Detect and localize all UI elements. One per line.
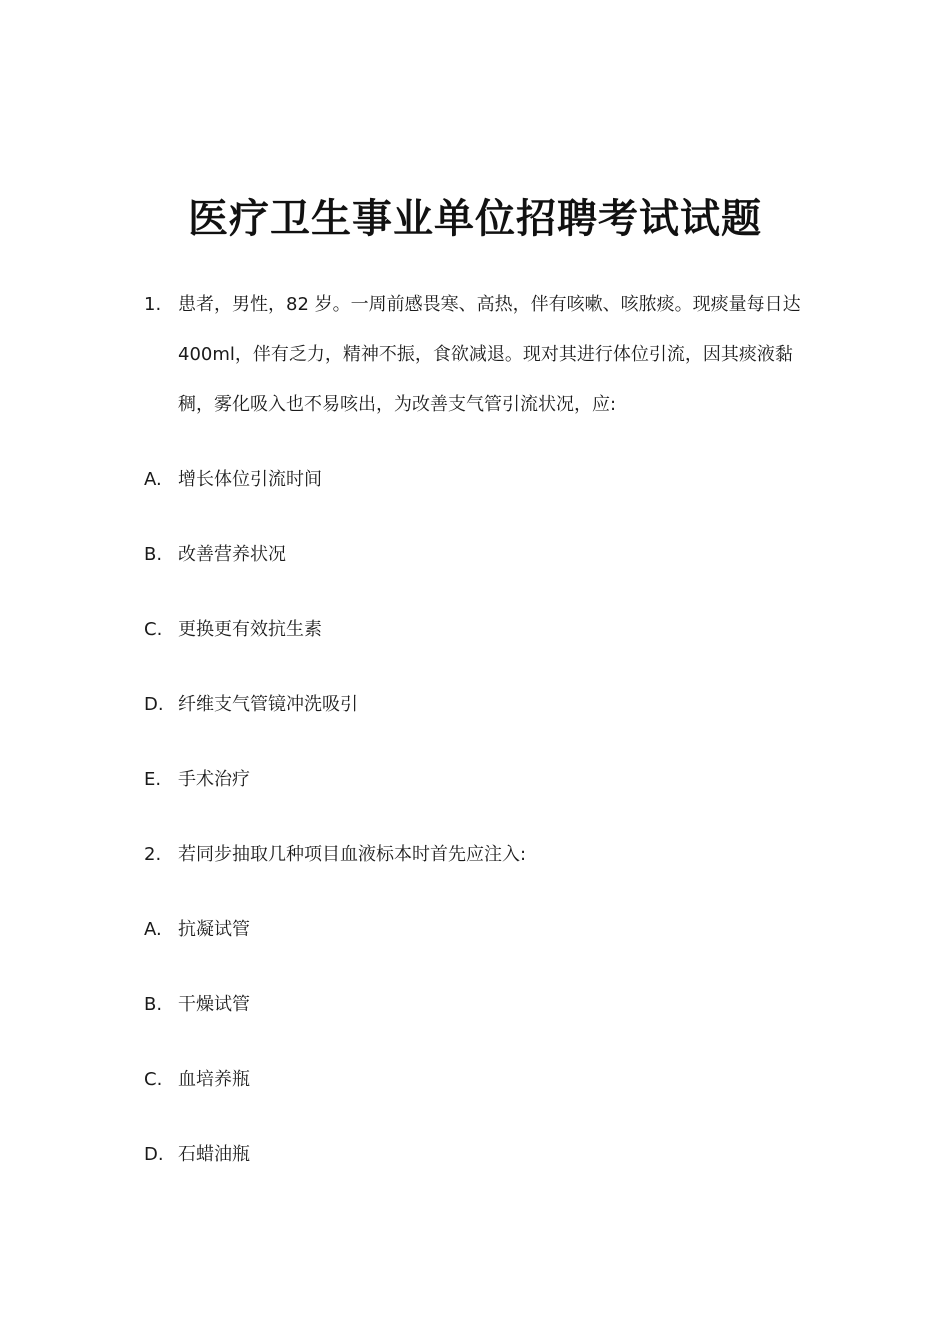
option-2c — [144, 1055, 806, 1130]
option-text: 血培养瓶 — [178, 1069, 250, 1090]
option-text: 抗凝试管 — [178, 919, 250, 940]
option-letter: B. — [144, 994, 163, 1015]
option-1c — [144, 605, 806, 680]
option-1e — [144, 755, 806, 830]
option-letter: B. — [144, 544, 163, 565]
question-number: 2. — [144, 844, 162, 865]
option-2d — [144, 1130, 806, 1205]
question-number: 1. — [144, 294, 162, 315]
option-letter: D. — [144, 694, 164, 715]
option-letter: D. — [144, 1144, 164, 1165]
option-1a — [144, 455, 806, 530]
question-2 — [144, 830, 806, 905]
option-1d — [144, 680, 806, 755]
document-title: 医疗卫生事业单位招聘考试试题 — [188, 196, 762, 242]
question-list — [144, 280, 806, 1205]
option-text: 纤维支气管镜冲洗吸引 — [178, 694, 358, 715]
option-text: 改善营养状况 — [178, 544, 286, 565]
option-1b — [144, 530, 806, 605]
question-text: 患者，男性，82 岁。一周前感畏寒、高热，伴有咳嗽、咳脓痰。现痰量每日达 400ml，伴有乏力，精神不振，食欲减退。现对其进行体位引流，因其痰液黏稠，雾化吸入也不易咳出，为改善支气管引流状况，应: — [178, 294, 801, 415]
option-2a — [144, 905, 806, 980]
question-text: 若同步抽取几种项目血液标本时首先应注入: — [178, 844, 527, 865]
option-letter: A. — [144, 919, 162, 940]
option-text: 手术治疗 — [178, 769, 250, 790]
option-letter: C. — [144, 619, 163, 640]
question-1 — [144, 280, 806, 430]
option-text: 干燥试管 — [178, 994, 250, 1015]
option-text: 增长体位引流时间 — [178, 469, 322, 490]
option-text: 更换更有效抗生素 — [178, 619, 322, 640]
option-letter: A. — [144, 469, 162, 490]
option-2b — [144, 980, 806, 1055]
option-letter: C. — [144, 1069, 163, 1090]
option-text: 石蜡油瓶 — [178, 1144, 250, 1165]
option-letter: E. — [144, 769, 162, 790]
